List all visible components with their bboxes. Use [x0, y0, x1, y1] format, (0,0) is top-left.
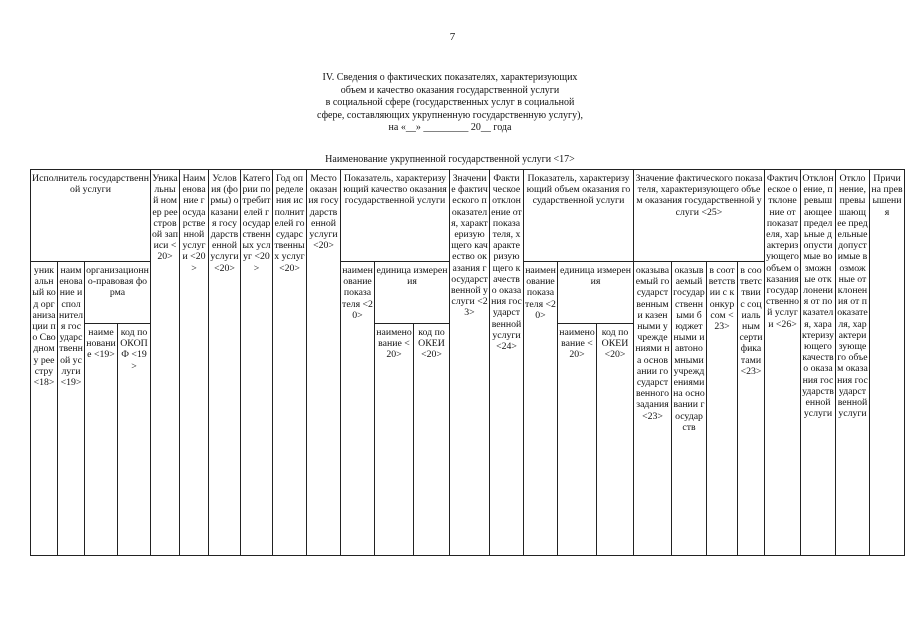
- header-volume-unit-name: наименование <20>: [558, 324, 597, 556]
- header-quality-unit-name: наименование <20>: [375, 324, 414, 556]
- header-volume-indicator: Показатель, характеризующий объем оказания государственной услуги: [524, 170, 634, 262]
- header-quality-indicator-name: наименование показателя <20>: [341, 262, 375, 556]
- header-place: Место оказания государственной услуги <20>: [307, 170, 341, 556]
- header-legal-form-name: наименование <19>: [85, 324, 118, 556]
- header-unique-number: Уникальный номер реестровой записи <20>: [151, 170, 180, 556]
- header-volume-value: Значение фактического показателя, характеризующего объем оказания государственной услуги <25>: [634, 170, 765, 262]
- header-consumer-categories: Категории потребителей государственных услуг <20>: [241, 170, 273, 556]
- section-title: [150, 72, 750, 135]
- header-executor: Исполнитель государственной услуги: [31, 170, 151, 262]
- indicators-table: [30, 169, 905, 556]
- title-line: сфере, составляющих укрупненную государственную услугу),: [317, 109, 583, 121]
- header-value-certificates: в соответствии с социальным сертификатами <23>: [738, 262, 765, 556]
- header-reason: Причина превышения: [870, 170, 905, 556]
- header-unique-code: уникальный код организации по Сводному реестру <18>: [31, 262, 58, 556]
- title-line: на «__» _________ 20__ года: [388, 122, 512, 134]
- title-line: объем и качество оказания государственной услуги: [340, 84, 560, 96]
- header-volume-deviation: Фактическое отклонение от показателя, характеризующего объем оказания государственной услуги <26>: [765, 170, 801, 556]
- header-legal-form: организационно-правовая форма: [85, 262, 151, 324]
- header-executor-name: наименование исполнителя государственной услуги <19>: [58, 262, 85, 556]
- header-volume-excess: Отклонение, превышающее предельные допустимые возможные отклонения от показателя, характеризующего объем оказания государственной услуги: [836, 170, 870, 556]
- header-value-state-institutions: оказываемый государственными казенными учреждениями на основании государственного задания <23>: [634, 262, 672, 556]
- header-value-competition: в соответствии с конкурсом <23>: [707, 262, 738, 556]
- header-year: Год определения исполнителей государственных услуг <20>: [273, 170, 307, 556]
- header-volume-indicator-name: наименование показателя <20>: [524, 262, 558, 556]
- service-name-caption: Наименование укрупненной государственной услуги <17>: [325, 154, 575, 165]
- header-volume-unit: единица измерения: [558, 262, 634, 324]
- header-quality-unit: единица измерения: [375, 262, 450, 324]
- header-volume-okei-code: код по ОКЕИ <20>: [597, 324, 634, 556]
- title-line: в социальной сфере (государственных услуг в социальной: [325, 97, 575, 109]
- header-quality-deviation: Фактическое отклонение от показателя, характеризующего качество оказания государственной услуги <24>: [490, 170, 524, 556]
- header-quality-okei-code: код по ОКЕИ <20>: [414, 324, 450, 556]
- header-value-budget-autonomous: оказываемый государственными бюджетными и автономными учреждениями на основании государств: [672, 262, 707, 556]
- header-service-name: Наименование государственной услуги <20>: [180, 170, 209, 556]
- header-quality-indicator: Показатель, характеризующий качество оказания государственной услуги: [341, 170, 450, 262]
- header-okopf-code: код по ОКОПФ <19>: [118, 324, 151, 556]
- header-conditions: Условия (формы) оказания государственной услуги <20>: [209, 170, 241, 556]
- title-line: IV. Сведения о фактических показателях, характеризующих: [322, 72, 578, 83]
- header-quality-excess: Отклонение, превышающее предельные допустимые возможные отклонения от показателя, характеризующего качество оказания государственной услуги: [801, 170, 836, 556]
- header-quality-value: Значение фактического показателя, характеризующего качество оказания государственной услуги <23>: [450, 170, 490, 556]
- page-number: 7: [449, 31, 456, 43]
